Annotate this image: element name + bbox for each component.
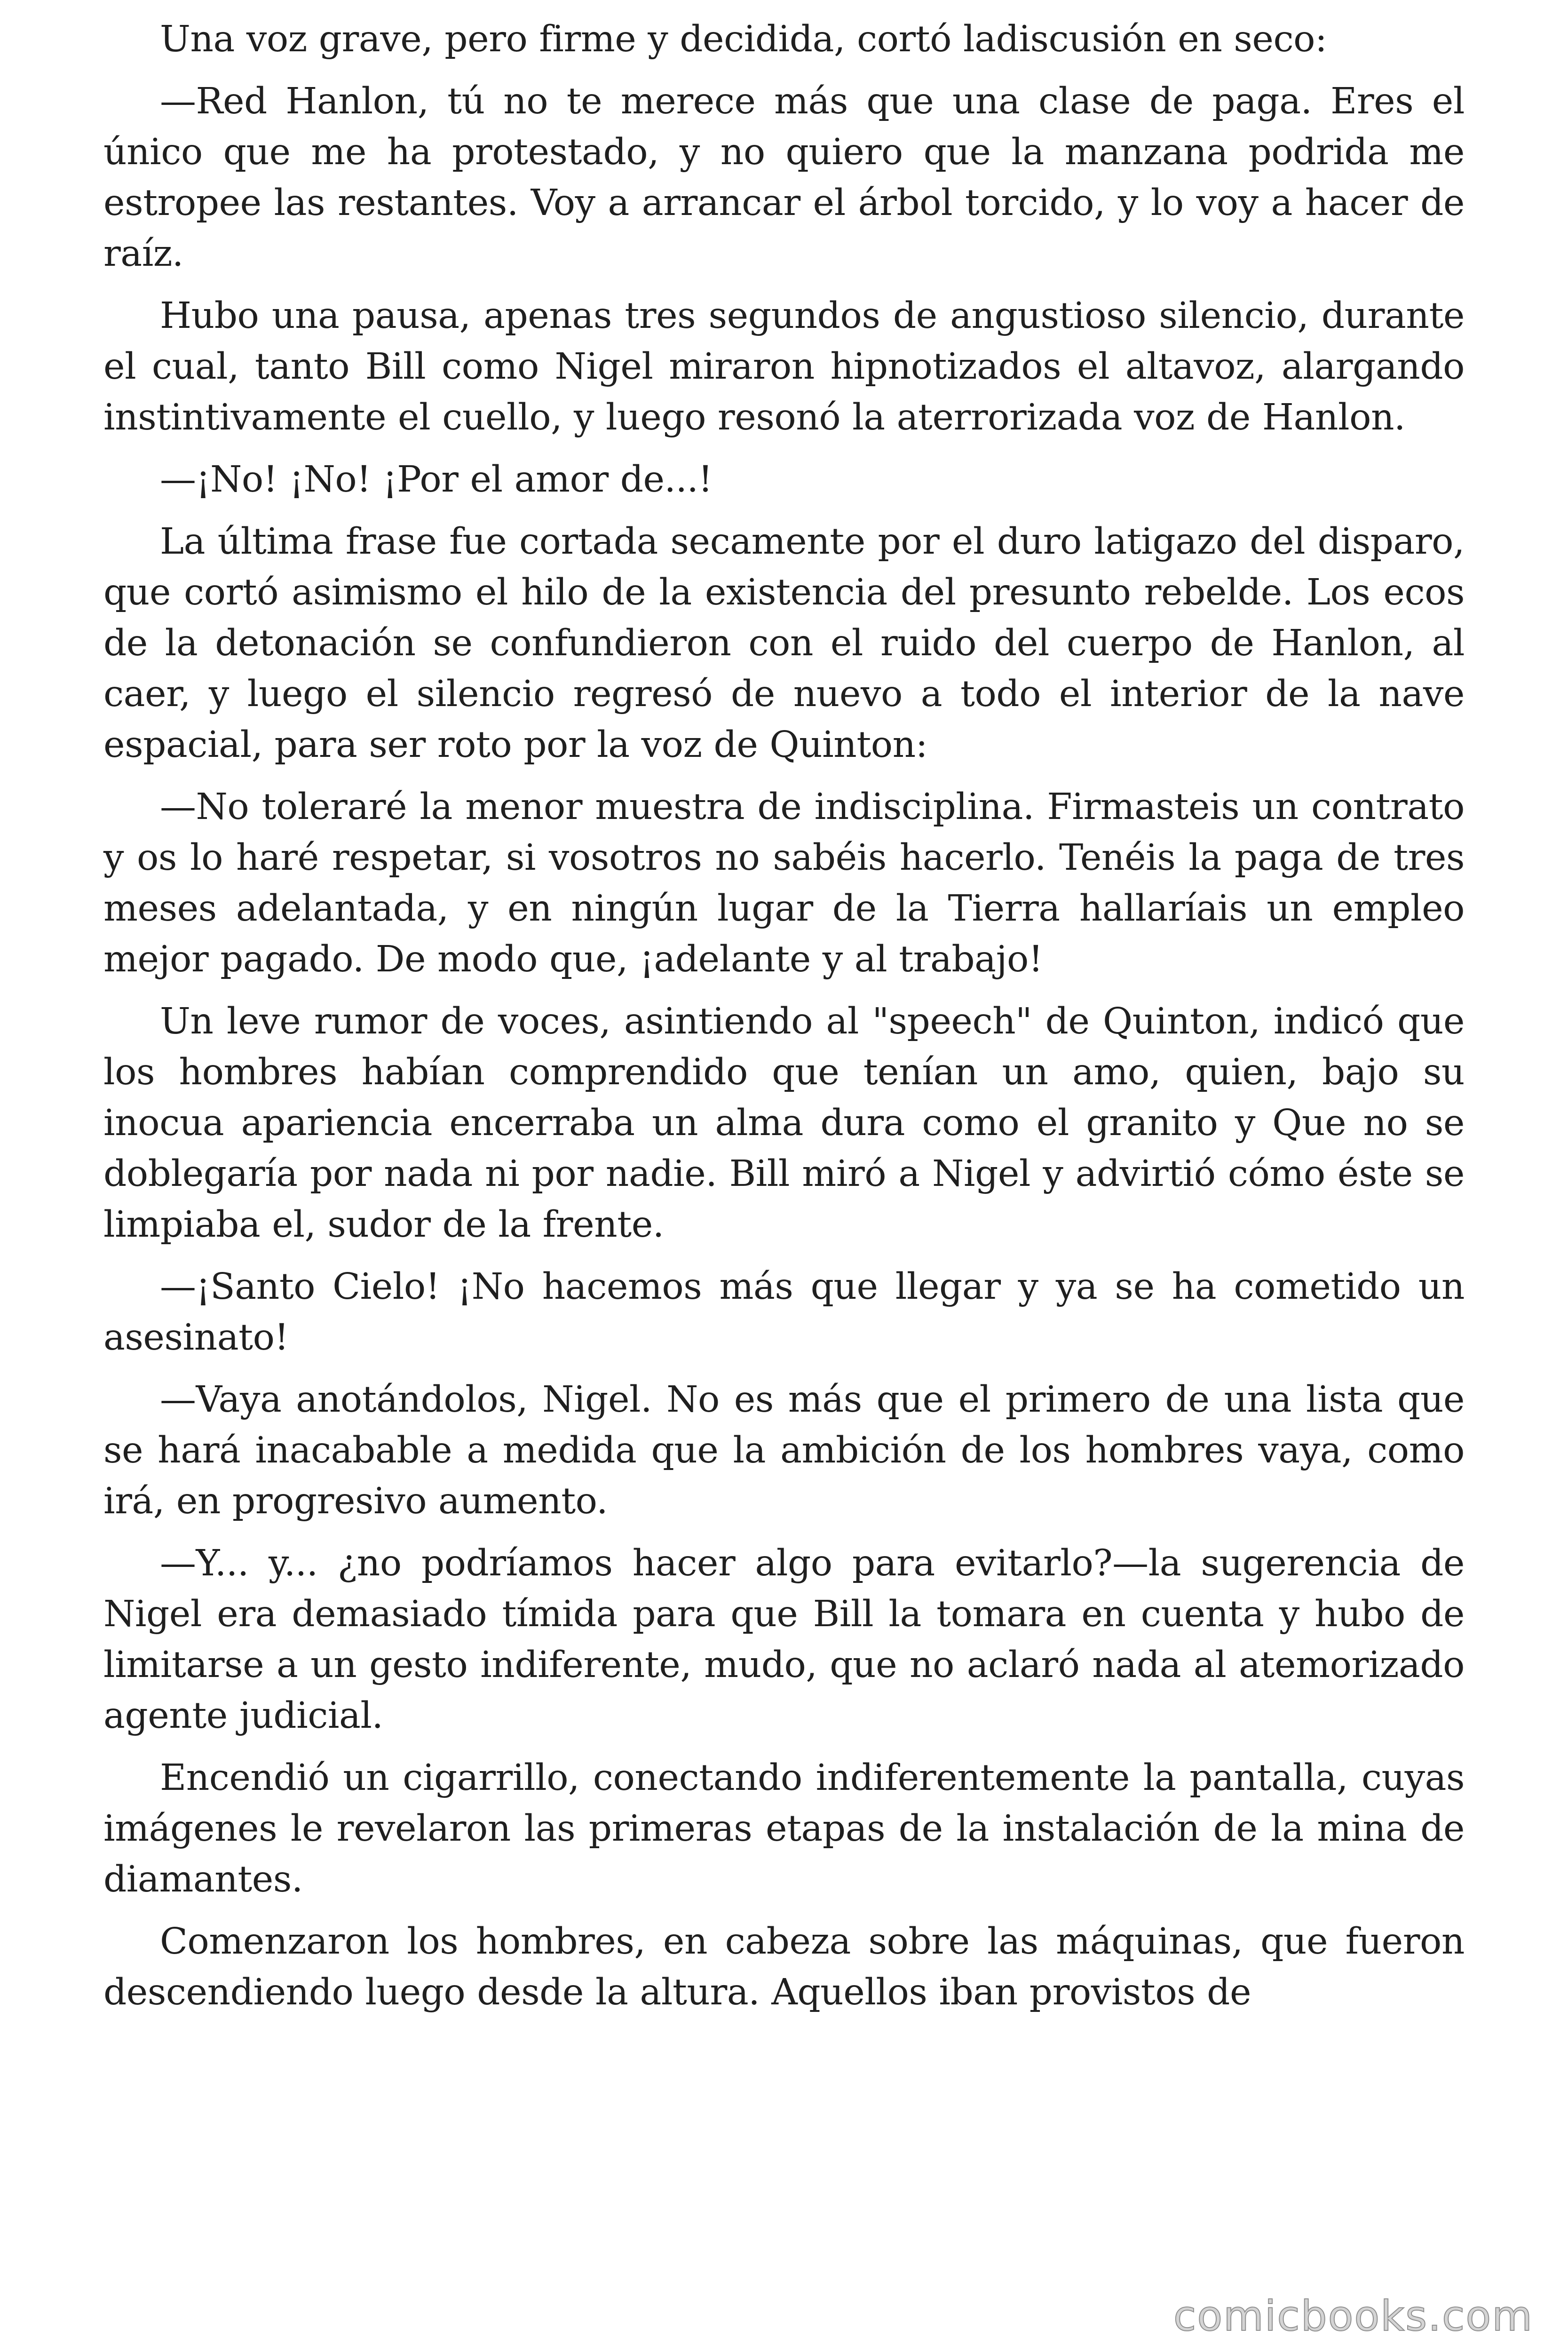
paragraph-1: Una voz grave, pero firme y decidida, cortó ladiscusión en seco: — [160, 18, 1327, 60]
paragraph-2: —Red Hanlon, tú no te merece más que una clase de paga. Eres el único que me ha protestado, y no quiero que la manzana podrida me estropee las restantes. Voy a arrancar el árbol torcido, y lo voy a hacer de raíz. — [103, 80, 1465, 275]
paragraph-3: Hubo una pausa, apenas tres segundos de angustioso silencio, durante el cual, tanto Bill como Nigel miraron hipnotizados el altavoz, alargando instintivamente el cuello, y luego resonó la aterrorizada voz de Hanlon. — [103, 295, 1465, 438]
paragraph-10: —Y... y... ¿no podríamos hacer algo para evitarlo?—la sugerencia de Nigel era demasiado tímida para que Bill la tomara en cuenta y hubo de limitarse a un gesto indiferente, mudo, que no aclaró nada al atemorizado agente judicial. — [103, 1542, 1465, 1737]
paragraph-7: Un leve rumor de voces, asintiendo al "speech" de Quinton, indicó que los hombres habían comprendido que tenían un amo, quien, bajo su inocua apariencia encerraba un alma dura como el granito y Que no se doblegaría por nada ni por nadie. Bill miró a Nigel y advirtió cómo éste se limpiaba el, sudor de la frente. — [103, 1001, 1465, 1246]
paragraph-8: —¡Santo Cielo! ¡No hacemos más que llegar y ya se ha cometido un asesinato! — [103, 1266, 1465, 1359]
paragraph-5: La última frase fue cortada secamente por el duro latigazo del disparo, que cortó asimismo el hilo de la existencia del presunto rebelde. Los ecos de la detonación se confundieron con el ruido del cuerpo de Hanlon, al caer, y luego el silencio regresó de nuevo a todo el interior de la nave espacial, para ser roto por la voz de Quinton: — [103, 521, 1465, 766]
paragraph-6: —No toleraré la menor muestra de indisciplina. Firmasteis un contrato y os lo haré respetar, si vosotros no sabéis hacerlo. Tenéis la paga de tres meses adelantada, y en ningún lugar de la Tierra hallaríais un empleo mejor pagado. De modo que, ¡adelante y al trabajo! — [103, 786, 1465, 980]
paragraph-12: Comenzaron los hombres, en cabeza sobre las máquinas, que fueron descendiendo luego desde la altura. Aquellos iban provistos de — [103, 1921, 1465, 2013]
watermark: comicbooks.com — [1173, 2292, 1533, 2340]
paragraph-11: Encendió un cigarrillo, conectando indiferentemente la pantalla, cuyas imágenes le revelaron las primeras etapas de la instalación de la mina de diamantes. — [103, 1757, 1465, 1900]
paragraph-4: —¡No! ¡No! ¡Por el amor de...! — [160, 459, 713, 501]
paragraph-9: —Vaya anotándolos, Nigel. No es más que el primero de una lista que se hará inacabable a medida que la ambición de los hombres vaya, como irá, en progresivo aumento. — [103, 1379, 1465, 1522]
